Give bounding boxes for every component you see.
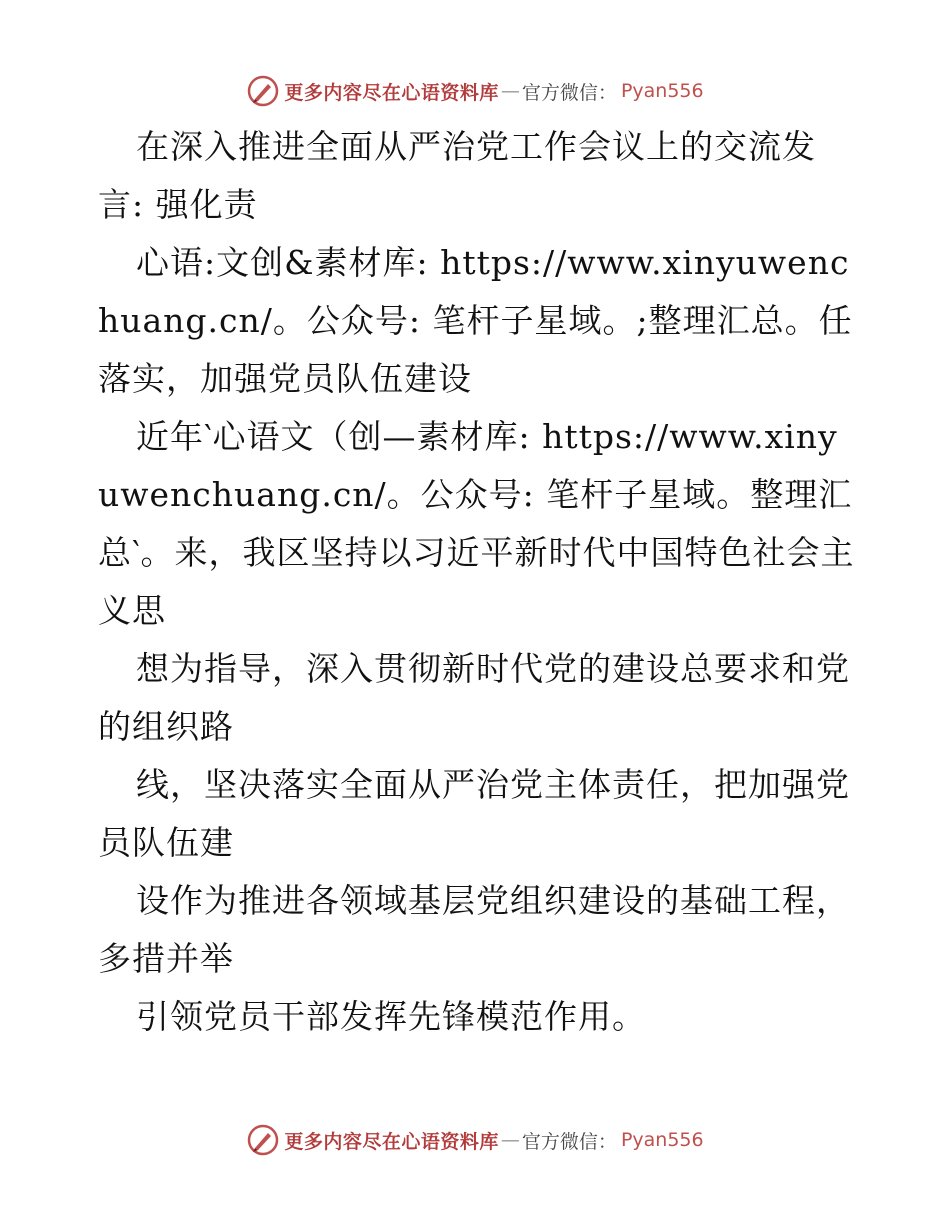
footer-banner — [0, 1120, 950, 1160]
banner-colon: ： — [597, 81, 617, 104]
pen-logo-icon — [246, 74, 280, 108]
paragraph: 想为指导，深入贯彻新时代党的建设总要求和党的组织路 — [98, 649, 850, 746]
banner-wechat-id: Pyan556 — [620, 80, 704, 102]
banner-wechat-id: Pyan556 — [620, 1129, 704, 1151]
pen-logo-icon — [246, 1123, 280, 1157]
paragraph: 近年‵心语文（创—素材库: https://www.xinyuwenchuang.cn/。公众号: 笔杆子星域。整理汇总‵。来，我区坚持以习近平新时代中国特色社会主义思 — [98, 417, 855, 630]
document-body — [98, 118, 858, 1046]
banner-dash: — — [500, 80, 520, 102]
paragraph: 引领党员干部发挥先锋模范作用。 — [136, 997, 646, 1036]
banner-colon: ： — [597, 1130, 617, 1153]
header-banner — [0, 71, 950, 111]
paragraph: 心语:文创&素材库: https://www.xinyuwenchuang.cn/。公众号: 笔杆子星域。;整理汇总。任落实，加强党员队伍建设 — [98, 243, 853, 398]
paragraph: 线，坚决落实全面从严治党主体责任，把加强党员队伍建 — [98, 765, 850, 862]
banner-lead-text: 更多内容尽在心语资料库 — [284, 1130, 499, 1153]
banner-dash: — — [500, 1129, 520, 1151]
banner-official-label: 官方微信 — [521, 81, 598, 104]
paragraph-title: 在深入推进全面从严治党工作会议上的交流发言: 强化责 — [98, 127, 816, 224]
banner-official-label: 官方微信 — [521, 1130, 598, 1153]
banner-lead-text: 更多内容尽在心语资料库 — [284, 81, 499, 104]
paragraph: 设作为推进各领域基层党组织建设的基础工程，多措并举 — [98, 881, 850, 978]
